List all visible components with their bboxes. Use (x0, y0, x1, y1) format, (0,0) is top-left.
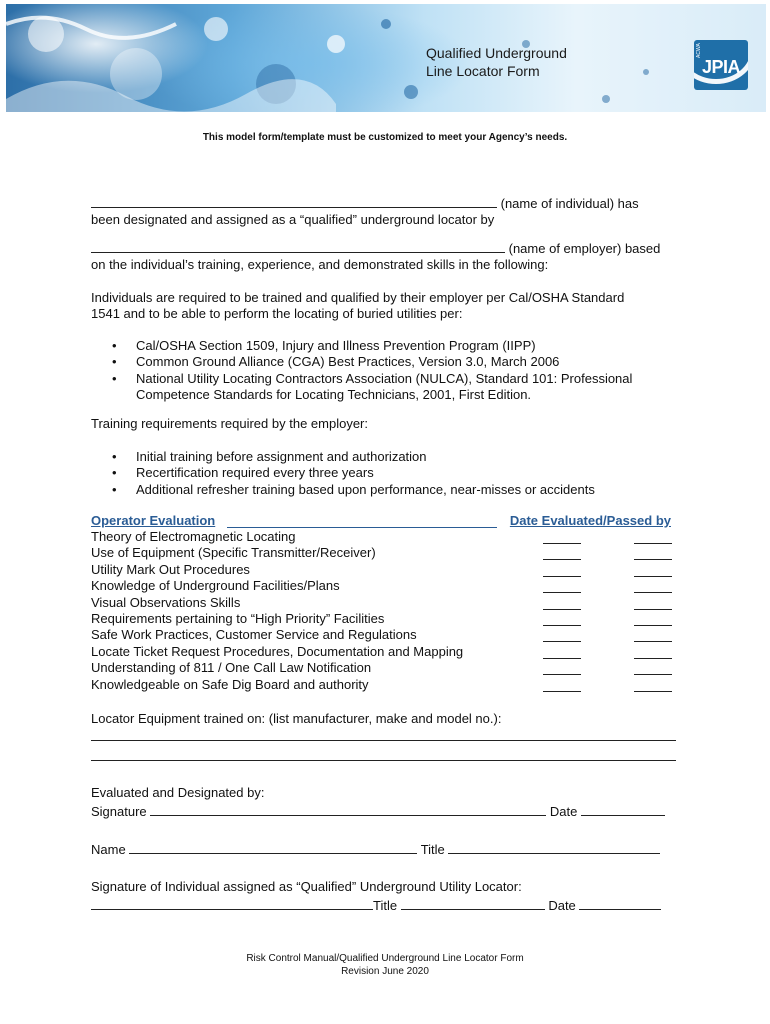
list-item: • Recertification required every three years (112, 465, 595, 481)
individual-signature-line (91, 897, 661, 914)
passed-by-blank[interactable] (634, 691, 672, 692)
table-row (91, 611, 676, 627)
water-splash-image (6, 4, 766, 112)
requirements-bullet-continuation: Competence Standards for Locating Technicians, 2001, First Edition. (136, 387, 532, 402)
list-item: • Cal/OSHA Section 1509, Injury and Illness Prevention Program (IIPP) (112, 338, 632, 354)
evaluation-item: Requirements pertaining to “High Priority” Facilities (91, 610, 385, 626)
equipment-line-1[interactable] (91, 740, 676, 741)
date-blank[interactable] (543, 641, 581, 642)
passed-by-blank[interactable] (634, 592, 672, 593)
list-item: • Additional refresher training based upon performance, near-misses or accidents (112, 482, 595, 498)
footer (0, 952, 770, 978)
table-row (91, 595, 676, 611)
table-row (91, 529, 676, 545)
customization-notice: This model form/template must be customized to meet your Agency’s needs. (202, 132, 568, 143)
date-blank[interactable] (543, 625, 581, 626)
footer-line-2: Revision June 2020 (341, 966, 429, 977)
designation-heading: Evaluated and Designated by: (91, 785, 265, 800)
intro-line-3-text: (name of employer) based (508, 241, 661, 256)
header-banner (6, 4, 766, 112)
training-heading: Training requirements required by the employer: (91, 416, 368, 431)
equipment-line-2[interactable] (91, 760, 676, 761)
evaluation-table (91, 529, 676, 693)
date-blank[interactable] (543, 576, 581, 577)
evaluation-item: Safe Work Practices, Customer Service and Regulations (91, 627, 417, 643)
table-row (91, 660, 676, 676)
title-blank[interactable] (448, 841, 660, 854)
passed-by-blank[interactable] (634, 576, 672, 577)
requirements-list (112, 338, 632, 387)
employer-name-blank[interactable] (91, 240, 505, 253)
name-title-line (91, 841, 660, 858)
intro-line-3 (91, 240, 660, 257)
date-blank[interactable] (543, 543, 581, 544)
footer-line-1: Risk Control Manual/Qualified Underground Line Locator Form (246, 953, 524, 964)
list-item: • Initial training before assignment and authorization (112, 449, 595, 465)
date-blank[interactable] (543, 559, 581, 560)
passed-by-blank[interactable] (634, 658, 672, 659)
passed-by-blank[interactable] (634, 625, 672, 626)
intro-line-4: on the individual’s training, experience, and demonstrated skills in the following: (91, 257, 549, 272)
table-row (91, 545, 676, 561)
signature-line (91, 803, 665, 820)
training-list (112, 449, 595, 498)
table-row (91, 627, 676, 643)
evaluation-item: Visual Observations Skills (91, 594, 241, 610)
passed-by-blank[interactable] (634, 674, 672, 675)
intro-line-1-text: (name of individual) has (500, 196, 639, 211)
date-blank[interactable] (543, 691, 581, 692)
name-blank[interactable] (129, 841, 417, 854)
passed-by-blank[interactable] (634, 609, 672, 610)
date-label: Date (549, 804, 578, 819)
title-label: Title (420, 842, 445, 857)
signature-blank[interactable] (150, 803, 546, 816)
intro-line-2: been designated and assigned as a “qualified” underground locator by (91, 212, 495, 227)
logo-small-text: ACWA (696, 43, 702, 58)
jpia-logo (694, 40, 748, 90)
form-title-line1: Qualified Underground (426, 45, 567, 61)
signature-label: Signature (91, 804, 147, 819)
table-row (91, 562, 676, 578)
form-title (426, 44, 567, 80)
evaluation-item: Knowledgeable on Safe Dig Board and authority (91, 676, 369, 692)
evaluation-item: Use of Equipment (Specific Transmitter/Receiver) (91, 545, 376, 561)
table-row (91, 644, 676, 660)
evaluation-date-heading: Date Evaluated/Passed by (509, 513, 671, 528)
evaluation-item: Theory of Electromagnetic Locating (91, 529, 296, 544)
title-label: Title (373, 898, 398, 913)
date-blank[interactable] (543, 609, 581, 610)
list-item: • National Utility Locating Contractors Association (NULCA), Standard 101: Professional (112, 371, 632, 387)
form-title-line2: Line Locator Form (426, 63, 540, 79)
evaluation-item: Understanding of 811 / One Call Law Notification (91, 660, 372, 676)
intro-line-1 (91, 195, 639, 212)
name-label: Name (91, 842, 126, 857)
passed-by-blank[interactable] (634, 559, 672, 560)
individual-signature-label: Signature of Individual assigned as “Qualified” Underground Utility Locator: (91, 879, 522, 894)
logo-text: JPIA (702, 57, 741, 77)
table-row (91, 677, 676, 693)
evaluation-item: Knowledge of Underground Facilities/Plans (91, 578, 340, 594)
passed-by-blank[interactable] (634, 641, 672, 642)
requirements-line-2: 1541 and to be able to perform the locating of buried utilities per: (91, 306, 463, 321)
evaluation-item: Utility Mark Out Procedures (91, 561, 250, 577)
table-row (91, 578, 676, 594)
date-label: Date (548, 898, 576, 913)
date-blank[interactable] (581, 803, 665, 816)
individual-signature-blank[interactable] (91, 897, 373, 910)
date-blank[interactable] (543, 674, 581, 675)
date-blank[interactable] (579, 897, 661, 910)
date-blank[interactable] (543, 658, 581, 659)
passed-by-blank[interactable] (634, 543, 672, 544)
requirements-line-1: Individuals are required to be trained and qualified by their employer per Cal/OSHA Standard (91, 290, 625, 305)
date-blank[interactable] (543, 592, 581, 593)
title-blank[interactable] (401, 897, 545, 910)
individual-name-blank[interactable] (91, 195, 497, 208)
list-item: • Common Ground Alliance (CGA) Best Practices, Version 3.0, March 2006 (112, 354, 632, 370)
evaluation-item: Locate Ticket Request Procedures, Documentation and Mapping (91, 643, 464, 659)
evaluation-heading: Operator Evaluation (91, 513, 216, 528)
equipment-label: Locator Equipment trained on: (list manufacturer, make and model no.): (91, 711, 502, 726)
evaluation-heading-rule (227, 527, 497, 528)
